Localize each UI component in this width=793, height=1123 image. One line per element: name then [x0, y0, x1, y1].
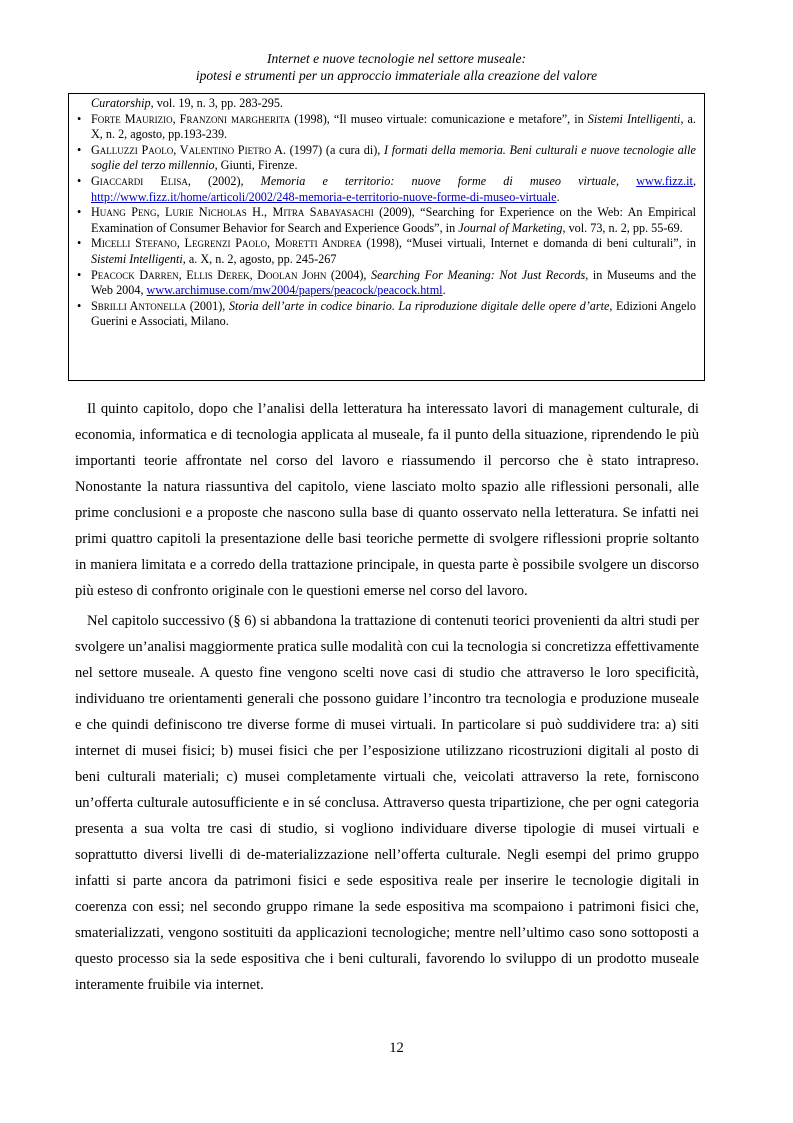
- entry-text: (2001),: [186, 298, 229, 313]
- entry-title: Sistemi Intelligenti: [587, 111, 681, 126]
- bibliography-continuation: [81, 96, 696, 112]
- citation-details: , vol. 19, n. 3, pp. 283-295.: [150, 96, 283, 110]
- entry-text: (1997) (a cura di),: [285, 142, 385, 157]
- bibliography-entry: [77, 205, 696, 236]
- entry-authors: Forte Maurizio, Franzoni margherita: [91, 111, 291, 126]
- bibliography-entry: [77, 142, 696, 174]
- entry-authors: Huang Peng, Lurie Nicholas H., Mitra Sabayasachi: [91, 205, 374, 220]
- entry-title: Sistemi Intelligenti: [91, 251, 183, 266]
- paragraph: Nel capitolo successivo (§ 6) si abbandona la trattazione di contenuti teorici provenienti da altri studi per svolgere un’analisi maggiormente pratica sulle modalità con cui la tecnologia si concretizza effettivamente nel settore museale. A questo fine vengono scelti nove casi di studio che attraverso le loro specificità, individuano tre orientamenti generali che possono guidare l’incontro tra tecnologia e produzione museale e che quindi definiscono tre diverse forme di musei virtuali. In particolare si può suddividere tra: a) siti internet di musei fisici; b) musei fisici che per l’esposizione utilizzano ricostruzioni digitali al posto di beni culturali materiali; c) musei completamente virtuali che, veicolati attraverso la rete, forniscono un’offerta culturale autosufficiente e in sé conclusa. Attraverso questa tripartizione, che per ogni categoria presenta a sua volta tre casi di studio, si vogliono individuare diverse tipologie di musei virtuali e soprattutto diversi livelli di de-materializzazione nell’offerta culturale. Negli esempi del primo gruppo infatti si parte ancora da patrimoni fisici e sede espositiva reale per inserire le tecnologie digitali in coerenza con essi; nel secondo gruppo rimane la sede espositiva ma scompaiono i patrimoni fisici che, smaterializzati, vengono sostituiti da applicazioni tecnologiche; mentre nell’ultimo caso sono sottoposti a questo processo sia la sede espositiva che i beni culturali, favorendo lo sviluppo di un prodotto museale interamente fruibile via internet.: [75, 613, 699, 993]
- entry-link[interactable]: http://www.fizz.it/home/articoli/2002/248-memoria-e-territorio-nuove-forme-di-museo-virtuale: [91, 189, 557, 204]
- bullet-icon: •: [77, 205, 82, 220]
- journal-title: Curatorship: [91, 96, 151, 110]
- entry-text: , a. X, n. 2, agosto, pp. 245-267: [182, 251, 337, 266]
- page-number: 12: [389, 1040, 404, 1056]
- bibliography-box: [68, 93, 705, 381]
- bullet-icon: •: [77, 142, 82, 157]
- bibliography-entry: [77, 298, 697, 330]
- entry-link[interactable]: www.archimuse.com/mw2004/papers/peacock/peacock.html: [146, 283, 443, 298]
- entry-title: I formati della memoria. Beni culturali e nuove tecnologie alle soglie del terzo millennio: [91, 142, 696, 173]
- header-line-1: Internet e nuove tecnologie nel settore museale:: [267, 51, 526, 66]
- entry-text: , vol. 73, n. 2, pp. 55-69.: [562, 220, 683, 235]
- entry-text: (2009), “Searching for Experience on the Web: An Empirical Examination of Consumer Behavior for Search and Experience Goods”, in: [91, 205, 696, 235]
- entry-text: , a. X, n. 2, agosto, pp.193-239.: [91, 111, 696, 142]
- bibliography-list: [77, 96, 697, 330]
- bibliography-entry: [77, 236, 696, 267]
- entry-text: , in Museums and the Web 2004,: [91, 267, 696, 298]
- entry-text: , Giunti, Firenze.: [214, 158, 298, 173]
- bibliography-entry: [77, 173, 696, 205]
- entry-title: Journal of Marketing: [458, 220, 563, 235]
- entry-text: (1998), “Il museo virtuale: comunicazione e metafore”, in: [290, 111, 588, 126]
- entry-authors: Micelli Stefano, Legrenzi Paolo, Moretti Andrea: [91, 236, 362, 251]
- paragraph: Il quinto capitolo, dopo che l’analisi della letteratura ha interessato lavori di management culturale, di economia, informatica e di tecnologia applicata al museale, fa il punto della situazione, riprendendo le più importanti teorie affrontate nel corso del lavoro e riassumendo il percorso che è stato intrapreso. Nonostante la natura riassuntiva del capitolo, viene lasciato molto spazio alle riflessioni personali, alle prime conclusioni e a proposte che nascono sulla base di quanto osservato nella letteratura. Se infatti nei primi quattro capitoli la presentazione delle basi teoriche permette di svolgere riflessioni proprie soltanto in maniera limitata e a corredo della trattazione principale, in questa parte è possibile svolgere un discorso più esteso di confronto originale con le questioni emerse nel corso del lavoro.: [75, 401, 699, 599]
- entry-authors: Peacock Darren, Ellis Derek, Doolan John: [91, 267, 327, 282]
- entry-title: Storia dell’arte in codice binario. La riproduzione digitale delle opere d’arte: [228, 298, 610, 313]
- entry-text: , Edizioni Angelo Guerini e Associati, Milano.: [91, 298, 697, 329]
- bullet-icon: •: [77, 111, 82, 126]
- bibliography-entry: [77, 111, 696, 143]
- running-header: [0, 50, 793, 84]
- entry-text: (1998), “Musei virtuali, Internet e domanda di beni culturali”, in: [361, 236, 696, 251]
- entry-authors: Sbrilli Antonella: [91, 298, 187, 313]
- entry-text: .: [556, 189, 560, 204]
- entry-text: .: [442, 283, 446, 298]
- entry-text: ,: [692, 173, 696, 188]
- main-text: [75, 396, 699, 1002]
- bullet-icon: •: [77, 173, 82, 188]
- entry-text: (2004),: [326, 267, 372, 282]
- entry-text: , (2002),: [187, 173, 261, 188]
- entry-authors: Giaccardi Elisa: [91, 173, 188, 188]
- entry-authors: Galluzzi Paolo, Valentino Pietro A.: [91, 142, 286, 157]
- bullet-icon: •: [77, 298, 82, 313]
- bullet-icon: •: [77, 236, 82, 251]
- entry-link[interactable]: www.fizz.it: [636, 173, 693, 188]
- bullet-icon: •: [77, 267, 82, 282]
- entry-text: ,: [616, 173, 637, 188]
- entry-title: Searching For Meaning: Not Just Records: [371, 267, 586, 282]
- bibliography-entry: [77, 267, 696, 299]
- header-line-2: ipotesi e strumenti per un approccio immateriale alla creazione del valore: [195, 68, 598, 83]
- entry-title: Memoria e territorio: nuove forme di museo virtuale: [260, 173, 617, 188]
